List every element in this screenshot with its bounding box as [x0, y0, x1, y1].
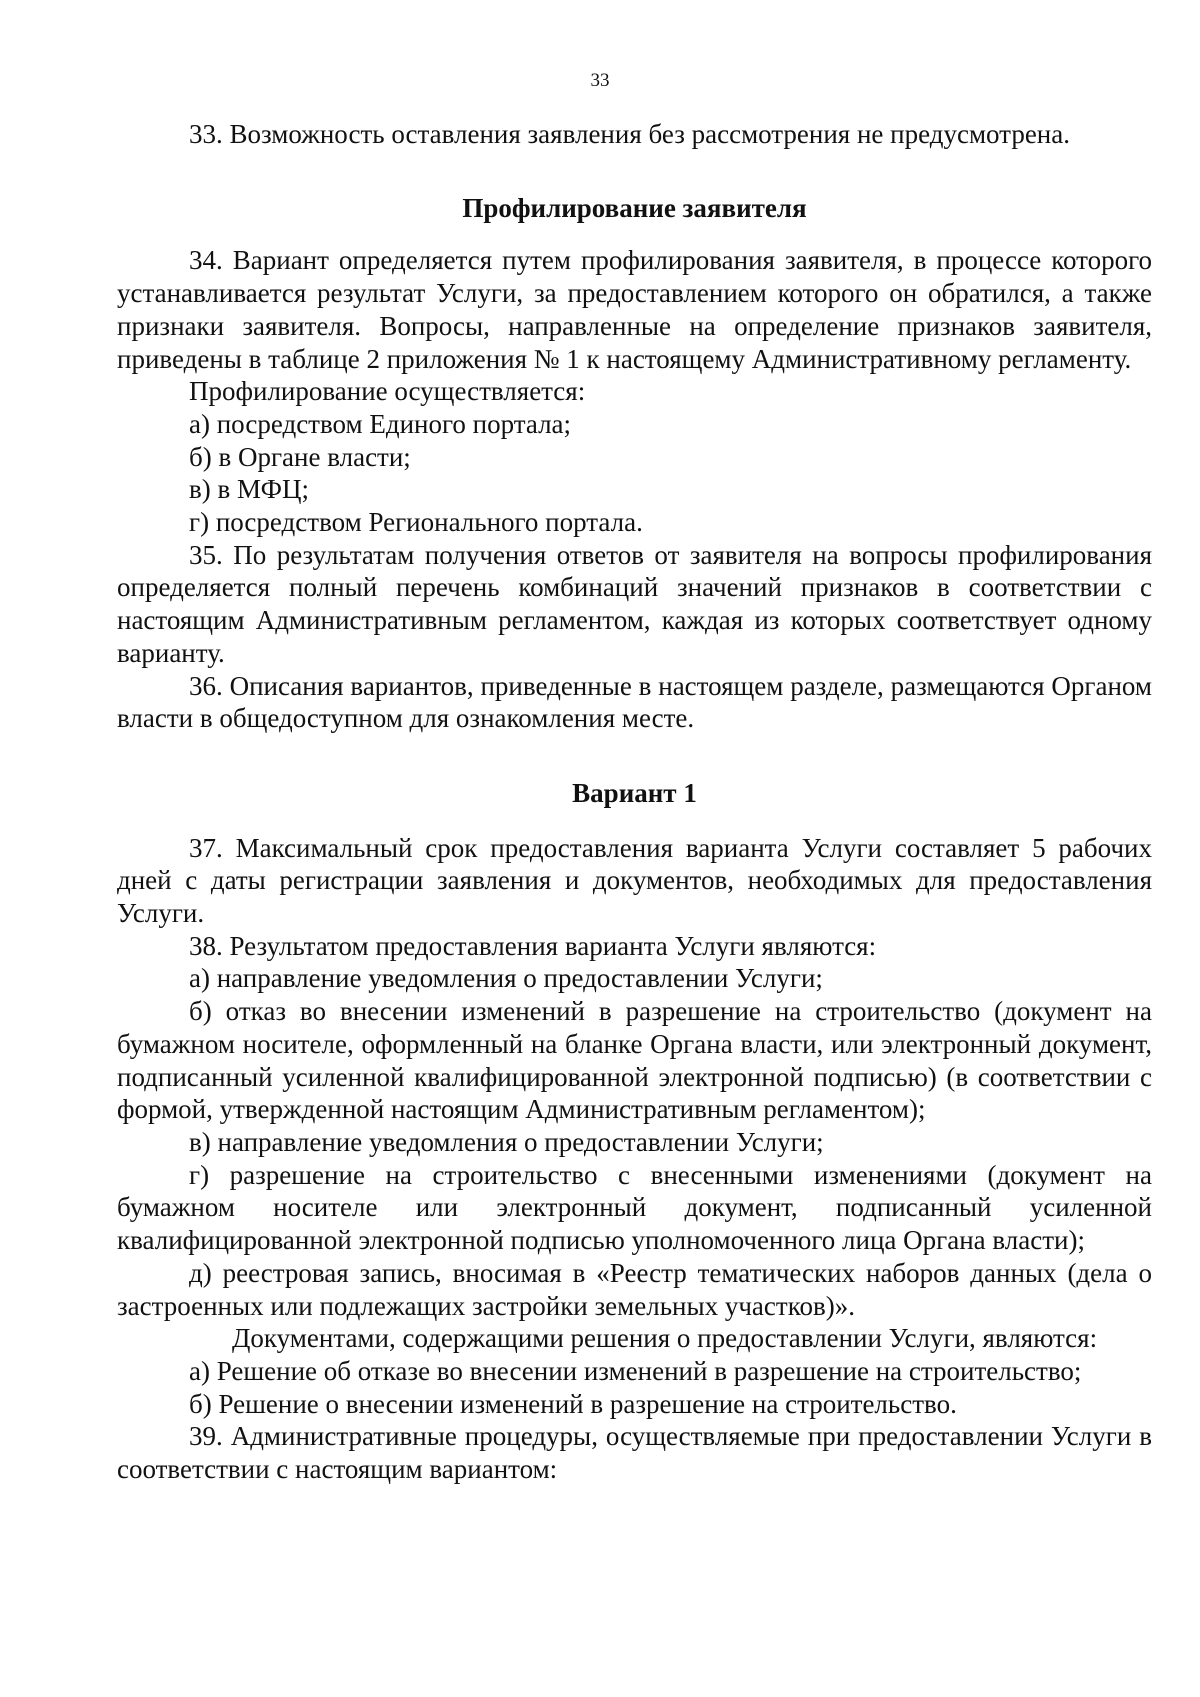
list-item-38-e: д) реестровая запись, вносимая в «Реестр тематических наборов данных (дела о застроенных или подлежащих застройки земельных участков)».: [117, 1257, 1152, 1321]
section-heading-variant-1: Вариант 1: [572, 777, 697, 808]
page-number: 33: [590, 70, 610, 91]
paragraph-37: 37. Максимальный срок предоставления варианта Услуги составляет 5 рабочих дней с даты регистрации заявления и документов, необходимых для предоставления Услуги.: [117, 832, 1152, 929]
paragraph-38: 38. Результатом предоставления варианта Услуги являются:: [189, 930, 877, 961]
list-item-34-a: а) посредством Единого портала;: [189, 408, 572, 439]
paragraph-33: 33. Возможность оставления заявления без рассмотрения не предусмотрена.: [189, 119, 1070, 149]
document-body: [117, 118, 1152, 1486]
list-item-38-b: б) отказ во внесении изменений в разрешение на строительство (документ на бумажном носителе, оформленный на бланке Органа власти, или электронный документ, подписанный усиленной квалифицированной электронной подписью) (в соответствии с формой, утвержденной настоящим Административным регламентом);: [117, 996, 1152, 1125]
list-item-38-a: а) направление уведомления о предоставлении Услуги;: [189, 963, 823, 994]
paragraph-36: 36. Описания вариантов, приведенные в настоящем разделе, размещаются Органом власти в общедоступном для ознакомления месте.: [117, 670, 1152, 734]
paragraph-35: 35. По результатам получения ответов от заявителя на вопросы профилирования определяется полный перечень комбинаций значений признаков в соответствии с настоящим Административным регламентом, каждая из которых соответствует одному варианту.: [117, 539, 1152, 668]
list-item-38-c: в) направление уведомления о предоставлении Услуги;: [189, 1126, 824, 1157]
paragraph-34-intro: Профилирование осуществляется:: [189, 376, 586, 407]
paragraph-34: 34. Вариант определяется путем профилирования заявителя, в процессе которого устанавливается результат Услуги, за предоставлением которого он обратился, а также признаки заявителя. Вопросы, направленные на определение признаков заявителя, приведены в таблице 2 приложения № 1 к настоящему Административному регламенту.: [117, 245, 1152, 374]
paragraph-39: 39. Административные процедуры, осуществляемые при предоставлении Услуги в соответствии с настоящим вариантом:: [117, 1421, 1152, 1485]
list-item-34-b: б) в Органе власти;: [189, 441, 411, 472]
list-item-38-docs-a: а) Решение об отказе во внесении изменений в разрешение на строительство;: [189, 1355, 1082, 1386]
list-item-34-c: в) в МФЦ;: [189, 474, 309, 505]
list-item-34-d: г) посредством Регионального портала.: [189, 507, 643, 538]
section-heading-profiling: Профилирование заявителя: [462, 192, 807, 223]
list-item-38-d: г) разрешение на строительство с внесенными изменениями (документ на бумажном носителе или электронный документ, подписанный усиленной квалифицированной электронной подписью уполномоченного лица Органа власти);: [117, 1159, 1152, 1256]
paragraph-38-documents: Документами, содержащими решения о предоставлении Услуги, являются:: [232, 1323, 1098, 1354]
list-item-38-docs-b: б) Решение о внесении изменений в разрешение на строительство.: [189, 1388, 957, 1419]
